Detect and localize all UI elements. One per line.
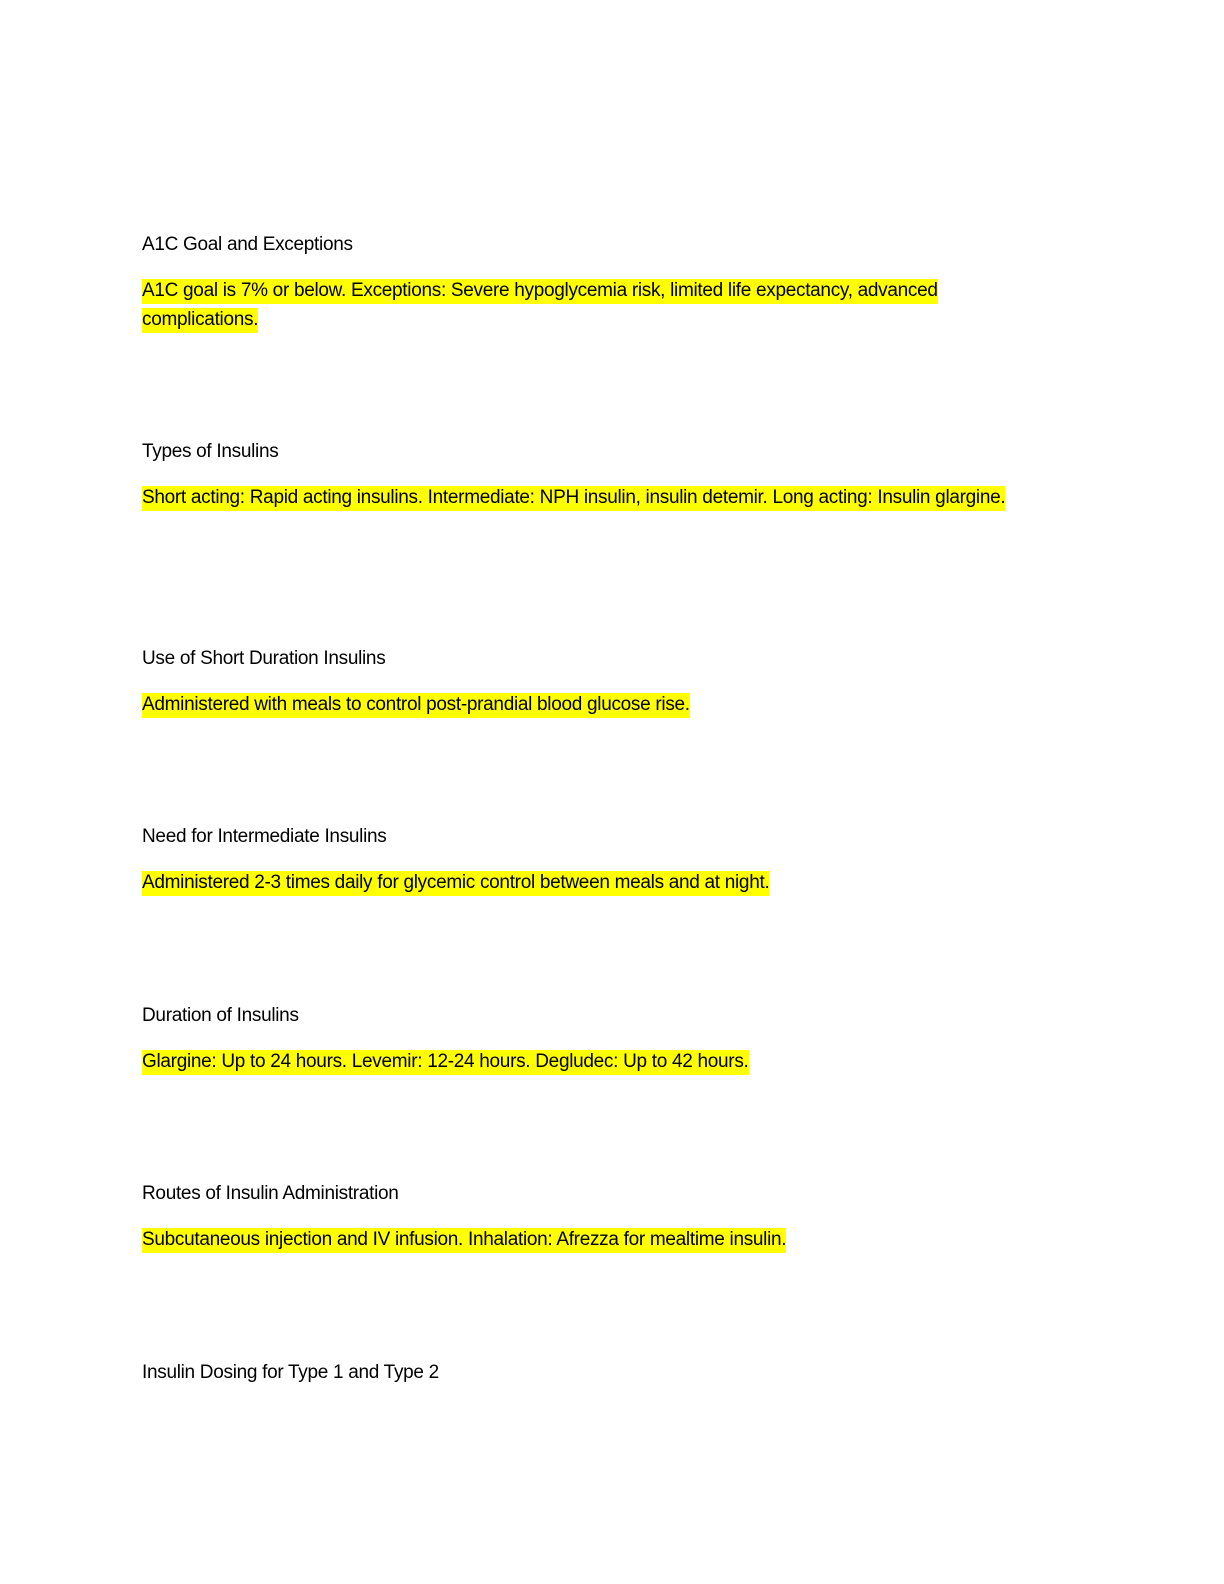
flashcard-short-duration-insulins — [142, 646, 1022, 719]
flashcard-insulin-dosing — [142, 1360, 1022, 1386]
flashcard-heading: Routes of Insulin Administration — [142, 1183, 399, 1204]
flashcard-heading: Insulin Dosing for Type 1 and Type 2 — [142, 1362, 439, 1383]
highlighted-answer-text: Administered with meals to control post-prandial blood glucose rise. — [142, 693, 690, 718]
flashcard-answer — [142, 483, 1022, 512]
flashcard-answer — [142, 1225, 1022, 1254]
flashcard-types-of-insulins — [142, 439, 1022, 512]
flashcard-heading: Types of Insulins — [142, 441, 279, 462]
flashcard-heading: Duration of Insulins — [142, 1005, 299, 1026]
flashcard-heading: A1C Goal and Exceptions — [142, 234, 353, 255]
highlighted-answer-text: Administered 2-3 times daily for glycemic control between meals and at night. — [142, 871, 769, 896]
flashcard-intermediate-insulins — [142, 824, 1022, 897]
flashcard-answer — [142, 1047, 1022, 1076]
flashcard-heading: Use of Short Duration Insulins — [142, 648, 386, 669]
highlighted-answer-text: Short acting: Rapid acting insulins. Intermediate: NPH insulin, insulin detemir. Long acting: Insulin glargine. — [142, 486, 1005, 511]
highlighted-answer-text: Glargine: Up to 24 hours. Levemir: 12-24 hours. Degludec: Up to 42 hours. — [142, 1050, 749, 1075]
highlighted-answer-text: Subcutaneous injection and IV infusion. Inhalation: Afrezza for mealtime insulin. — [142, 1228, 786, 1253]
flashcard-answer — [142, 690, 1022, 719]
highlighted-answer-text: A1C goal is 7% or below. Exceptions: Severe hypoglycemia risk, limited life expectancy, advanced complications. — [142, 279, 938, 333]
flashcard-duration-of-insulins — [142, 1003, 1022, 1076]
flashcard-a1c-goal — [142, 232, 1022, 334]
flashcard-routes-of-administration — [142, 1181, 1022, 1254]
flashcard-answer — [142, 868, 1022, 897]
flashcard-heading: Need for Intermediate Insulins — [142, 826, 387, 847]
flashcard-answer — [142, 276, 1022, 334]
